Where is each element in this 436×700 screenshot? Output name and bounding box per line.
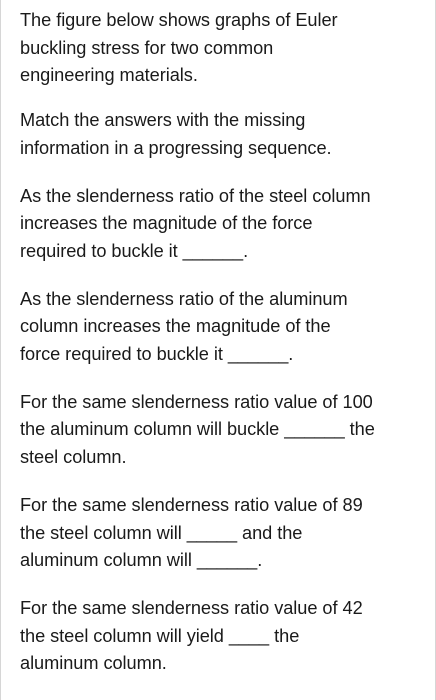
text-line: increases the magnitude of the force	[20, 213, 313, 234]
text-line: information in a progressing sequence.	[20, 137, 332, 158]
text-line: engineering materials.	[20, 65, 198, 86]
text-line-with-blank: the steel column will _____ and the	[20, 522, 303, 543]
text-line: column increases the magnitude of the	[20, 316, 331, 337]
left-border	[0, 0, 1, 700]
question-ratio-42	[20, 595, 420, 678]
question-text	[20, 7, 420, 698]
text-line-with-blank: the aluminum column will buckle ______ the	[20, 419, 375, 440]
text-line: The figure below shows graphs of Euler	[20, 10, 338, 30]
text-line-with-blank: required to buckle it ______.	[20, 240, 249, 261]
text-line: steel column.	[20, 447, 127, 468]
text-line-with-blank: aluminum column will ______.	[20, 550, 263, 571]
text-line: For the same slenderness ratio value of 89	[20, 494, 363, 515]
text-line: For the same slenderness ratio value of 100	[20, 391, 373, 412]
question-ratio-100	[20, 389, 420, 472]
text-line: aluminum column.	[20, 653, 167, 674]
text-line: As the slenderness ratio of the steel column	[20, 185, 371, 206]
text-line: As the slenderness ratio of the aluminum	[20, 288, 348, 309]
text-line-with-blank: the steel column will yield ____ the	[20, 625, 300, 646]
text-line: buckling stress for two common	[20, 37, 274, 58]
question-ratio-89	[20, 492, 420, 575]
question-steel-slenderness	[20, 183, 420, 266]
instruction-paragraph	[20, 107, 420, 162]
text-line-with-blank: force required to buckle it ______.	[20, 344, 294, 365]
text-line: Match the answers with the missing	[20, 110, 306, 131]
text-line: For the same slenderness ratio value of 42	[20, 597, 363, 618]
intro-paragraph	[20, 7, 420, 90]
question-aluminum-slenderness	[20, 286, 420, 369]
